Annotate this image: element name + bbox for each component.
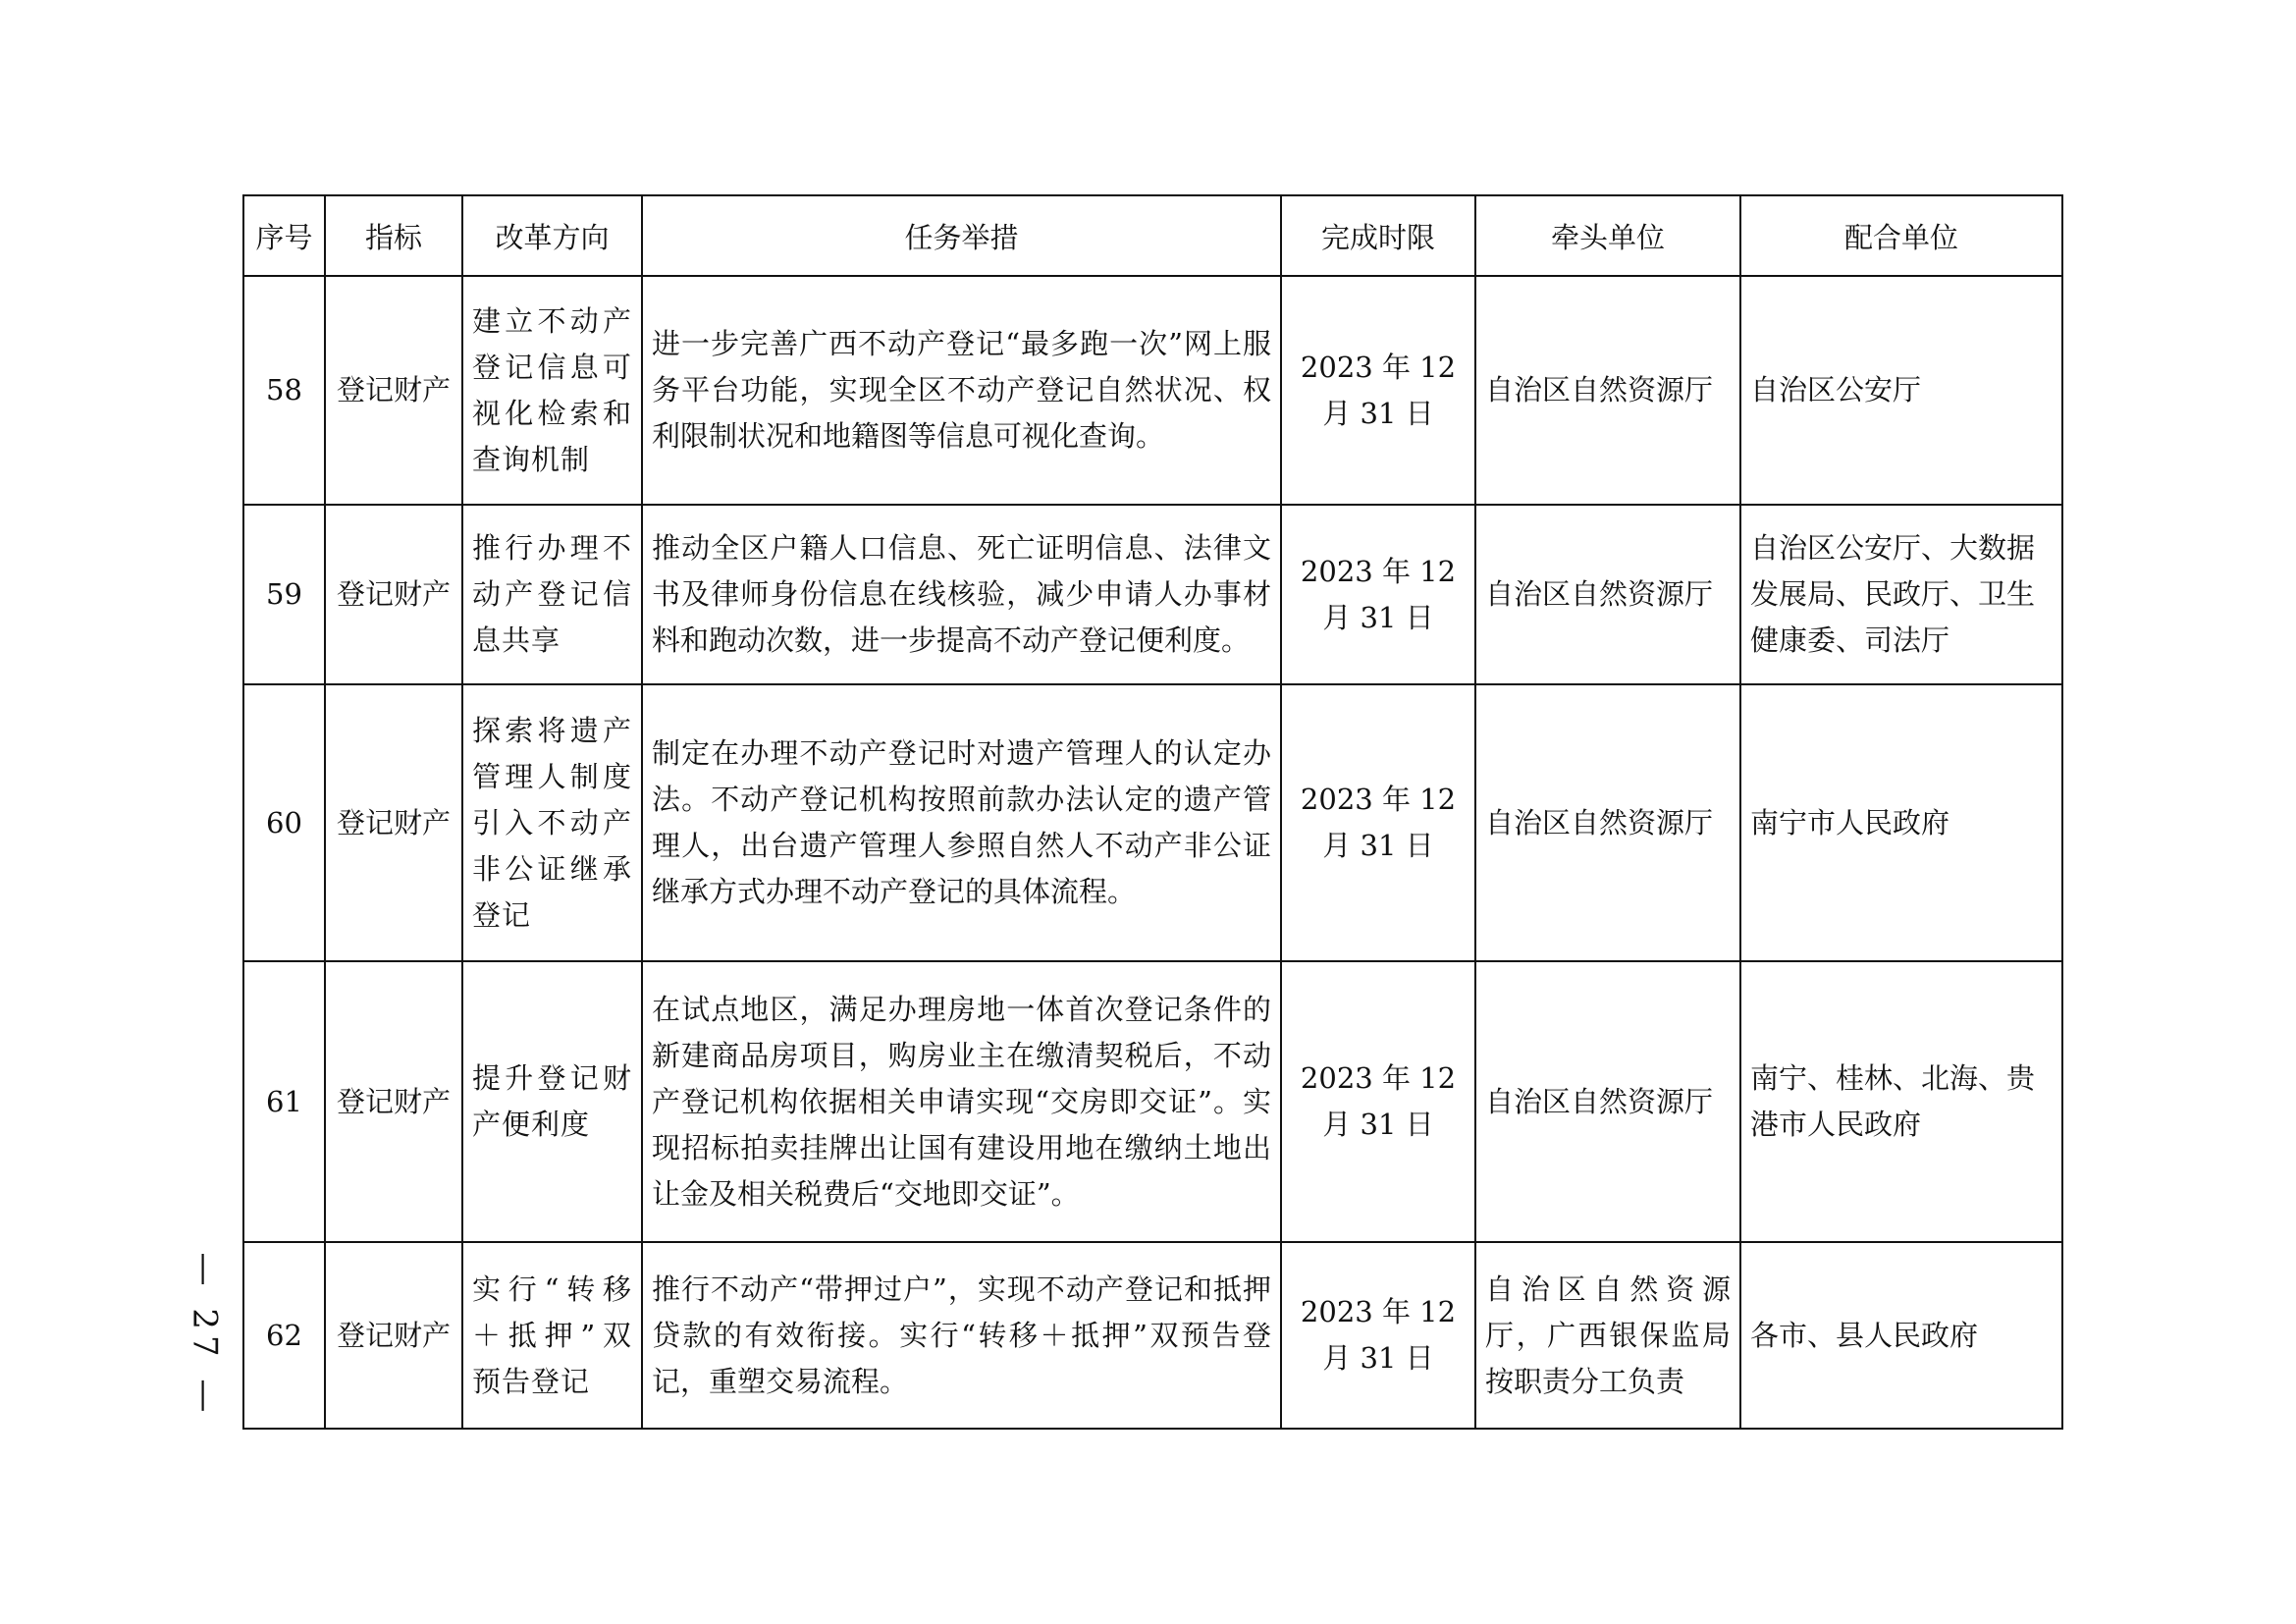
- cell-deadline: 2023 年 12 月 31 日: [1281, 684, 1475, 961]
- cell-deadline: 2023 年 12 月 31 日: [1281, 961, 1475, 1242]
- reform-task-table: [242, 194, 2063, 1430]
- cell-deadline: 2023 年 12 月 31 日: [1281, 1242, 1475, 1429]
- table-row: [243, 684, 2062, 961]
- header-index: 序号: [243, 195, 325, 276]
- cell-cooperating-unit: 南宁、桂林、北海、贵港市人民政府: [1740, 961, 2062, 1242]
- cell-task: 推行不动产“带押过户”，实现不动产登记和抵押贷款的有效衔接。实行“转移＋抵押”双预告登记，重塑交易流程。: [642, 1242, 1281, 1429]
- table-row: [243, 961, 2062, 1242]
- table-row: [243, 505, 2062, 684]
- cell-lead-unit: 自治区自然资源厅，广西银保监局按职责分工负责: [1475, 1242, 1740, 1429]
- cell-cooperating-unit: 自治区公安厅、大数据发展局、民政厅、卫生健康委、司法厅: [1740, 505, 2062, 684]
- cell-cooperating-unit: 南宁市人民政府: [1740, 684, 2062, 961]
- cell-cooperating-unit: 各市、县人民政府: [1740, 1242, 2062, 1429]
- header-direction: 改革方向: [462, 195, 642, 276]
- cell-index: 59: [243, 505, 325, 684]
- cell-deadline: 2023 年 12 月 31 日: [1281, 505, 1475, 684]
- header-cooperating-unit: 配合单位: [1740, 195, 2062, 276]
- cell-task: 推动全区户籍人口信息、死亡证明信息、法律文书及律师身份信息在线核验，减少申请人办事材料和跑动次数，进一步提高不动产登记便利度。: [642, 505, 1281, 684]
- table-row: [243, 276, 2062, 505]
- cell-direction: 探索将遗产管理人制度引入不动产非公证继承登记: [462, 684, 642, 961]
- cell-index: 61: [243, 961, 325, 1242]
- cell-lead-unit: 自治区自然资源厅: [1475, 684, 1740, 961]
- page-number: [175, 1218, 234, 1453]
- cell-lead-unit: 自治区自然资源厅: [1475, 961, 1740, 1242]
- cell-index: 60: [243, 684, 325, 961]
- cell-cooperating-unit: 自治区公安厅: [1740, 276, 2062, 505]
- cell-deadline: 2023 年 12 月 31 日: [1281, 276, 1475, 505]
- cell-direction: 实行“转移＋抵押”双预告登记: [462, 1242, 642, 1429]
- header-indicator: 指标: [325, 195, 462, 276]
- header-lead-unit: 牵头单位: [1475, 195, 1740, 276]
- header-task: 任务举措: [642, 195, 1281, 276]
- cell-indicator: 登记财产: [325, 684, 462, 961]
- cell-direction: 推行办理不动产登记信息共享: [462, 505, 642, 684]
- cell-indicator: 登记财产: [325, 1242, 462, 1429]
- cell-task: 在试点地区，满足办理房地一体首次登记条件的新建商品房项目，购房业主在缴清契税后，不动产登记机构依据相关申请实现“交房即交证”。实现招标拍卖挂牌出让国有建设用地在缴纳土地出让金及相关税费后“交地即交证”。: [642, 961, 1281, 1242]
- header-deadline: 完成时限: [1281, 195, 1475, 276]
- cell-direction: 建立不动产登记信息可视化检索和查询机制: [462, 276, 642, 505]
- cell-index: 62: [243, 1242, 325, 1429]
- cell-index: 58: [243, 276, 325, 505]
- cell-indicator: 登记财产: [325, 276, 462, 505]
- cell-direction: 提升登记财产便利度: [462, 961, 642, 1242]
- cell-lead-unit: 自治区自然资源厅: [1475, 505, 1740, 684]
- page-number-text: — 27 —: [185, 1252, 225, 1419]
- cell-task: 进一步完善广西不动产登记“最多跑一次”网上服务平台功能，实现全区不动产登记自然状况、权利限制状况和地籍图等信息可视化查询。: [642, 276, 1281, 505]
- cell-task: 制定在办理不动产登记时对遗产管理人的认定办法。不动产登记机构按照前款办法认定的遗产管理人，出台遗产管理人参照自然人不动产非公证继承方式办理不动产登记的具体流程。: [642, 684, 1281, 961]
- table-row: [243, 1242, 2062, 1429]
- table-header-row: [243, 195, 2062, 276]
- cell-lead-unit: 自治区自然资源厅: [1475, 276, 1740, 505]
- cell-indicator: 登记财产: [325, 505, 462, 684]
- cell-indicator: 登记财产: [325, 961, 462, 1242]
